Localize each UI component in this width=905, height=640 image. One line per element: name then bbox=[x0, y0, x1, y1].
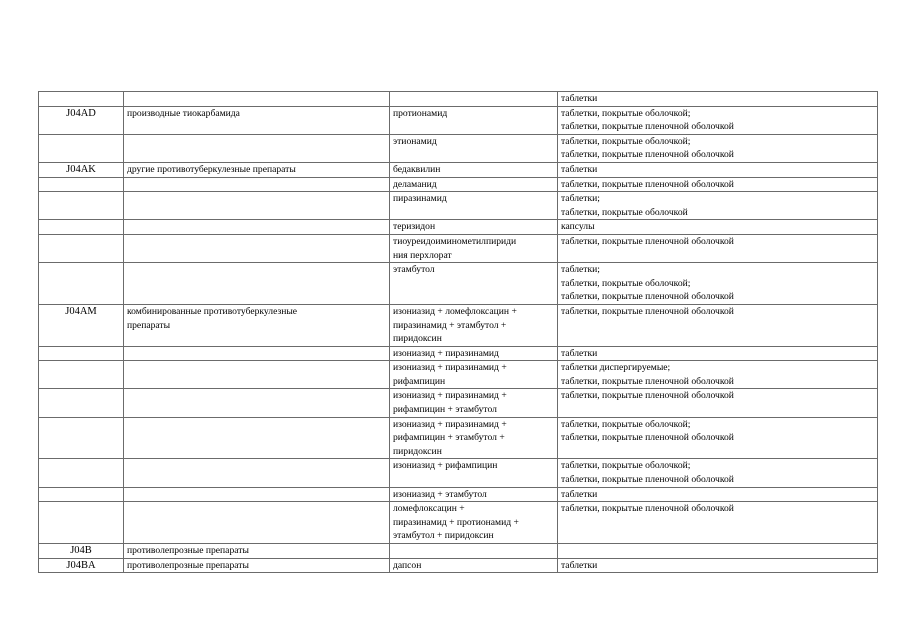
substance-cell: изониазид + пиразинамид + рифампицин + этамбутол bbox=[390, 389, 558, 417]
dosage-form-cell: таблетки, покрытые пленочной оболочкой bbox=[558, 177, 878, 192]
atc-code-cell bbox=[39, 263, 124, 305]
group-name-cell: противолепрозные препараты bbox=[124, 544, 390, 559]
dosage-form-cell: таблетки bbox=[558, 487, 878, 502]
dosage-form-cell: таблетки, покрытые оболочкой; таблетки, покрытые пленочной оболочкой bbox=[558, 417, 878, 459]
substance-cell: тиоуреидоиминометилпириди ния перхлорат bbox=[390, 234, 558, 262]
table-row bbox=[39, 544, 878, 559]
atc-code-cell: J04BA bbox=[39, 558, 124, 573]
table-row bbox=[39, 502, 878, 544]
substance-cell: протионамид bbox=[390, 106, 558, 134]
dosage-form-cell: таблетки bbox=[558, 162, 878, 177]
substance-cell: бедаквилин bbox=[390, 162, 558, 177]
table-row bbox=[39, 220, 878, 235]
substance-cell: дапсон bbox=[390, 558, 558, 573]
table-body bbox=[39, 92, 878, 573]
dosage-form-cell: таблетки; таблетки, покрытые оболочкой bbox=[558, 192, 878, 220]
atc-code-cell bbox=[39, 177, 124, 192]
table-row bbox=[39, 558, 878, 573]
atc-code-cell bbox=[39, 389, 124, 417]
atc-code-cell: J04AD bbox=[39, 106, 124, 134]
substance-cell: деламанид bbox=[390, 177, 558, 192]
substance-cell bbox=[390, 92, 558, 107]
group-name-cell: противолепрозные препараты bbox=[124, 558, 390, 573]
group-name-cell bbox=[124, 220, 390, 235]
substance-cell: теризидон bbox=[390, 220, 558, 235]
dosage-form-cell bbox=[558, 544, 878, 559]
substance-cell bbox=[390, 544, 558, 559]
drug-table bbox=[38, 91, 878, 573]
substance-cell: изониазид + пиразинамид + рифампицин bbox=[390, 361, 558, 389]
atc-code-cell bbox=[39, 134, 124, 162]
substance-cell: изониазид + пиразинамид bbox=[390, 346, 558, 361]
atc-code-cell: J04AM bbox=[39, 304, 124, 346]
group-name-cell bbox=[124, 487, 390, 502]
dosage-form-cell: таблетки, покрытые оболочкой; таблетки, покрытые пленочной оболочкой bbox=[558, 106, 878, 134]
dosage-form-cell: таблетки bbox=[558, 558, 878, 573]
substance-cell: ломефлоксацин + пиразинамид + протионамид + этамбутол + пиридоксин bbox=[390, 502, 558, 544]
atc-code-cell bbox=[39, 502, 124, 544]
substance-cell: изониазид + этамбутол bbox=[390, 487, 558, 502]
group-name-cell bbox=[124, 417, 390, 459]
atc-code-cell: J04B bbox=[39, 544, 124, 559]
table-row bbox=[39, 361, 878, 389]
atc-code-cell bbox=[39, 361, 124, 389]
substance-cell: изониазид + пиразинамид + рифампицин + этамбутол + пиридоксин bbox=[390, 417, 558, 459]
table-row bbox=[39, 134, 878, 162]
substance-cell: этионамид bbox=[390, 134, 558, 162]
dosage-form-cell: таблетки, покрытые пленочной оболочкой bbox=[558, 389, 878, 417]
table-row bbox=[39, 263, 878, 305]
atc-code-cell bbox=[39, 346, 124, 361]
table-row bbox=[39, 389, 878, 417]
table-row bbox=[39, 459, 878, 487]
group-name-cell: другие противотуберкулезные препараты bbox=[124, 162, 390, 177]
table-row bbox=[39, 162, 878, 177]
group-name-cell bbox=[124, 502, 390, 544]
table-row bbox=[39, 417, 878, 459]
atc-code-cell bbox=[39, 192, 124, 220]
substance-cell: этамбутол bbox=[390, 263, 558, 305]
table-row bbox=[39, 106, 878, 134]
dosage-form-cell: таблетки, покрытые пленочной оболочкой bbox=[558, 502, 878, 544]
group-name-cell bbox=[124, 263, 390, 305]
group-name-cell: комбинированные противотуберкулезные препараты bbox=[124, 304, 390, 346]
group-name-cell bbox=[124, 192, 390, 220]
substance-cell: изониазид + ломефлоксацин + пиразинамид + этамбутол + пиридоксин bbox=[390, 304, 558, 346]
group-name-cell bbox=[124, 92, 390, 107]
dosage-form-cell: таблетки; таблетки, покрытые оболочкой; таблетки, покрытые пленочной оболочкой bbox=[558, 263, 878, 305]
dosage-form-cell: таблетки, покрытые пленочной оболочкой bbox=[558, 234, 878, 262]
group-name-cell bbox=[124, 234, 390, 262]
atc-code-cell bbox=[39, 220, 124, 235]
group-name-cell bbox=[124, 361, 390, 389]
dosage-form-cell: таблетки bbox=[558, 346, 878, 361]
table-row bbox=[39, 234, 878, 262]
table-row bbox=[39, 192, 878, 220]
group-name-cell bbox=[124, 177, 390, 192]
atc-code-cell bbox=[39, 459, 124, 487]
dosage-form-cell: таблетки диспергируемые; таблетки, покрытые пленочной оболочкой bbox=[558, 361, 878, 389]
dosage-form-cell: таблетки, покрытые пленочной оболочкой bbox=[558, 304, 878, 346]
dosage-form-cell: таблетки, покрытые оболочкой; таблетки, покрытые пленочной оболочкой bbox=[558, 459, 878, 487]
table-row bbox=[39, 177, 878, 192]
dosage-form-cell: таблетки, покрытые оболочкой; таблетки, покрытые пленочной оболочкой bbox=[558, 134, 878, 162]
dosage-form-cell: капсулы bbox=[558, 220, 878, 235]
group-name-cell bbox=[124, 459, 390, 487]
table-row bbox=[39, 487, 878, 502]
table-row bbox=[39, 92, 878, 107]
atc-code-cell bbox=[39, 487, 124, 502]
group-name-cell bbox=[124, 389, 390, 417]
substance-cell: изониазид + рифампицин bbox=[390, 459, 558, 487]
group-name-cell bbox=[124, 346, 390, 361]
table-row bbox=[39, 304, 878, 346]
atc-code-cell bbox=[39, 92, 124, 107]
dosage-form-cell: таблетки bbox=[558, 92, 878, 107]
table-row bbox=[39, 346, 878, 361]
atc-code-cell bbox=[39, 234, 124, 262]
atc-code-cell bbox=[39, 417, 124, 459]
substance-cell: пиразинамид bbox=[390, 192, 558, 220]
group-name-cell: производные тиокарбамида bbox=[124, 106, 390, 134]
group-name-cell bbox=[124, 134, 390, 162]
atc-code-cell: J04AK bbox=[39, 162, 124, 177]
